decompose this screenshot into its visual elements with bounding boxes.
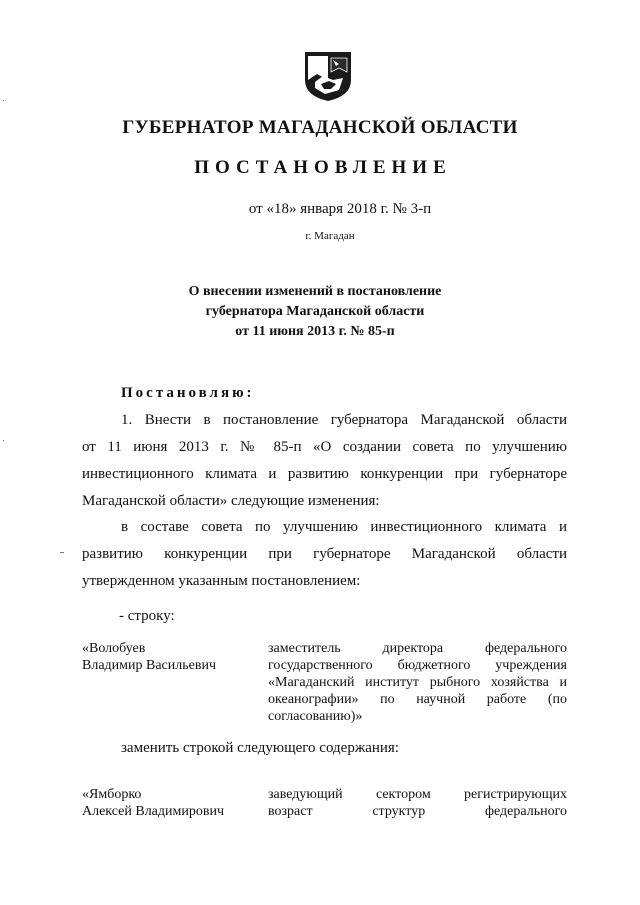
position-line: государственного бюджетного учреждения [268, 658, 567, 673]
new-member-position [268, 786, 567, 820]
subject-line: от 11 июня 2013 г. № 85-п [235, 324, 395, 339]
coat-of-arms-icon [303, 50, 353, 102]
paragraph-line: 1. Внести в постановление губернатора Магаданской области [121, 412, 567, 428]
position-line: «Магаданский институт рыбного хозяйства и [268, 675, 567, 690]
scan-mark [3, 100, 4, 101]
name-line: «Волобуев [82, 641, 146, 656]
old-member-name [82, 640, 216, 674]
scan-mark [60, 552, 64, 553]
date-and-number: от «18» января 2018 г. № 3-п [248, 201, 432, 217]
position-line: согласованию)» [268, 709, 363, 724]
governor-heading: ГУБЕРНАТОР МАГАДАНСКОЙ ОБЛАСТИ [122, 117, 518, 138]
document-type-title: ПОСТАНОВЛЕНИЕ [194, 157, 452, 178]
paragraph-line: Магаданской области» следующие изменения: [82, 493, 380, 509]
paragraph-line: развитию конкуренции при губернаторе Магаданской области [82, 546, 567, 562]
item-line: - строку: [119, 608, 175, 624]
name-line: «Ямборко [82, 787, 142, 802]
subject-block [0, 282, 635, 342]
scan-mark [3, 440, 4, 441]
replace-line: заменить строкой следующего содержания: [121, 740, 399, 756]
paragraph-line: в составе совета по улучшению инвестиционного климата и [121, 519, 567, 535]
position-line: заместитель директора федерального [268, 641, 567, 656]
name-line: Владимир Васильевич [82, 658, 216, 673]
paragraph-line: утвержденном указанным постановлением: [82, 573, 361, 589]
name-line: Алексей Владимирович [82, 804, 225, 819]
position-line: возраст структур федерального [268, 804, 567, 819]
decree-word: Постановляю: [121, 385, 255, 401]
position-line: океанографии» по научной работе (по [268, 692, 567, 707]
old-member-position [268, 640, 567, 725]
subject-line: губернатора Магаданской области [205, 304, 425, 319]
paragraph-line: инвестиционного климата и развитию конкуренции при губернаторе [82, 466, 567, 482]
position-line: заведующий сектором регистрирующих [268, 787, 567, 802]
city-label: г. Магадан [305, 230, 355, 242]
paragraph-line: от 11 июня 2013 г. № 85-п «О создании совета по улучшению [82, 439, 567, 455]
new-member-name [82, 786, 224, 820]
subject-line: О внесении изменений в постановление [188, 284, 442, 299]
